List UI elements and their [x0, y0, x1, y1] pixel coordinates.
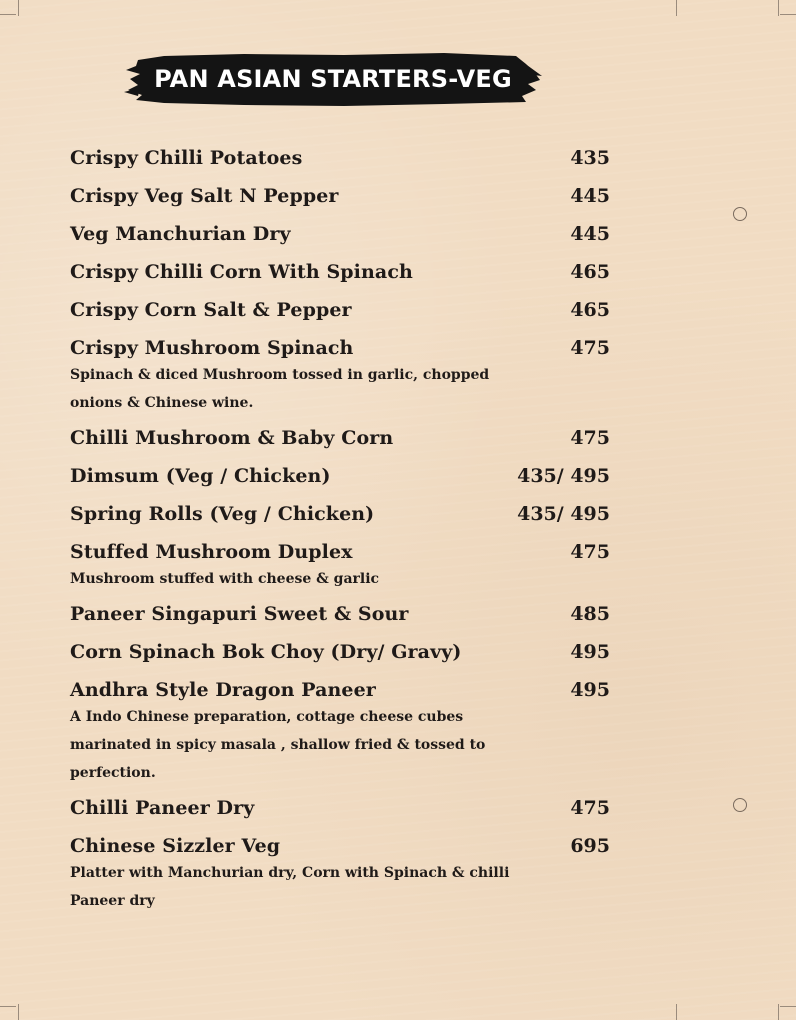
menu-item: [70, 293, 610, 331]
menu-item-row: [70, 829, 610, 867]
menu-item-price: 435: [570, 147, 610, 169]
menu-item-name: Chilli Paneer Dry: [70, 797, 255, 819]
menu-item-description: Mushroom stuffed with cheese & garlic: [70, 571, 380, 587]
menu-item: [70, 217, 610, 255]
menu-item-row: [70, 255, 610, 293]
menu-item-name: Crispy Mushroom Spinach: [70, 337, 354, 359]
menu-item-row: [70, 331, 610, 369]
crop-mark-top-left-v: [18, 0, 19, 16]
menu-item-name: Crispy Chilli Potatoes: [70, 147, 303, 169]
section-title: PAN ASIAN STARTERS-VEG: [154, 65, 512, 93]
menu-item-price: 485: [570, 603, 610, 625]
menu-item-name: Dimsum (Veg / Chicken): [70, 465, 331, 487]
menu-item-name: Chilli Mushroom & Baby Corn: [70, 427, 394, 449]
menu-item-price: 435/ 495: [517, 465, 610, 487]
crop-mark-bottom-left-v: [18, 1004, 19, 1020]
menu-item: [70, 535, 610, 597]
menu-item-name: Chinese Sizzler Veg: [70, 835, 281, 857]
menu-item-row: [70, 421, 610, 459]
binder-hole-bottom: [733, 798, 747, 812]
menu-item-row: [70, 293, 610, 331]
menu-item-row: [70, 141, 610, 179]
menu-item-name: Veg Manchurian Dry: [70, 223, 291, 245]
menu-item: [70, 459, 610, 497]
menu-item: [70, 141, 610, 179]
menu-item: [70, 255, 610, 293]
crop-mark-top-right-v1: [676, 0, 677, 16]
menu-item-price: 435/ 495: [517, 503, 610, 525]
menu-item: [70, 331, 610, 421]
menu-item-name: Crispy Corn Salt & Pepper: [70, 299, 352, 321]
menu-item-price: 465: [570, 299, 610, 321]
menu-item-name: Corn Spinach Bok Choy (Dry/ Gravy): [70, 641, 462, 663]
menu-item-price: 465: [570, 261, 610, 283]
menu-item: [70, 635, 610, 673]
menu-item-price: 495: [570, 641, 610, 663]
menu-item-row: [70, 217, 610, 255]
menu-item: [70, 673, 610, 791]
section-banner: [124, 50, 542, 108]
menu-item-row: [70, 459, 610, 497]
menu-item: [70, 179, 610, 217]
crop-mark-bottom-right-v1: [676, 1004, 677, 1020]
menu-item-price: 445: [570, 185, 610, 207]
menu-item: [70, 497, 610, 535]
menu-item-name: Crispy Veg Salt N Pepper: [70, 185, 339, 207]
menu-item-price: 475: [570, 797, 610, 819]
crop-mark-bottom-right-v2: [778, 1004, 779, 1020]
menu-item-name: Spring Rolls (Veg / Chicken): [70, 503, 375, 525]
menu-item-price: 445: [570, 223, 610, 245]
menu-item: [70, 597, 610, 635]
menu-item-row: [70, 635, 610, 673]
crop-mark-top-right-v2: [778, 0, 779, 16]
binder-hole-top: [733, 207, 747, 221]
menu-item-row: [70, 673, 610, 711]
menu-item-name: Crispy Chilli Corn With Spinach: [70, 261, 413, 283]
menu-item-price: 495: [570, 679, 610, 701]
menu-list: [70, 141, 610, 919]
menu-item: [70, 791, 610, 829]
menu-item: [70, 829, 610, 919]
crop-mark-top-right-h: [780, 14, 796, 15]
menu-item-description: Spinach & diced Mushroom tossed in garlic, chopped onions & Chinese wine.: [70, 367, 490, 411]
menu-item-description: A Indo Chinese preparation, cottage cheese cubes marinated in spicy masala , shallow fried & tossed to perfection.: [70, 709, 486, 781]
menu-item-row: [70, 791, 610, 829]
menu-item-price: 695: [570, 835, 610, 857]
menu-item-row: [70, 597, 610, 635]
menu-item-name: Andhra Style Dragon Paneer: [70, 679, 376, 701]
menu-item-price: 475: [570, 337, 610, 359]
menu-item: [70, 421, 610, 459]
menu-item-row: [70, 497, 610, 535]
crop-mark-top-left-h: [0, 14, 16, 15]
menu-item-price: 475: [570, 541, 610, 563]
crop-mark-bottom-right-h: [780, 1006, 796, 1007]
menu-item-name: Paneer Singapuri Sweet & Sour: [70, 603, 409, 625]
crop-mark-bottom-left-h: [0, 1006, 16, 1007]
menu-item-price: 475: [570, 427, 610, 449]
menu-item-row: [70, 179, 610, 217]
menu-item-row: [70, 535, 610, 573]
menu-item-name: Stuffed Mushroom Duplex: [70, 541, 353, 563]
menu-item-description: Platter with Manchurian dry, Corn with Spinach & chilli Paneer dry: [70, 865, 510, 909]
